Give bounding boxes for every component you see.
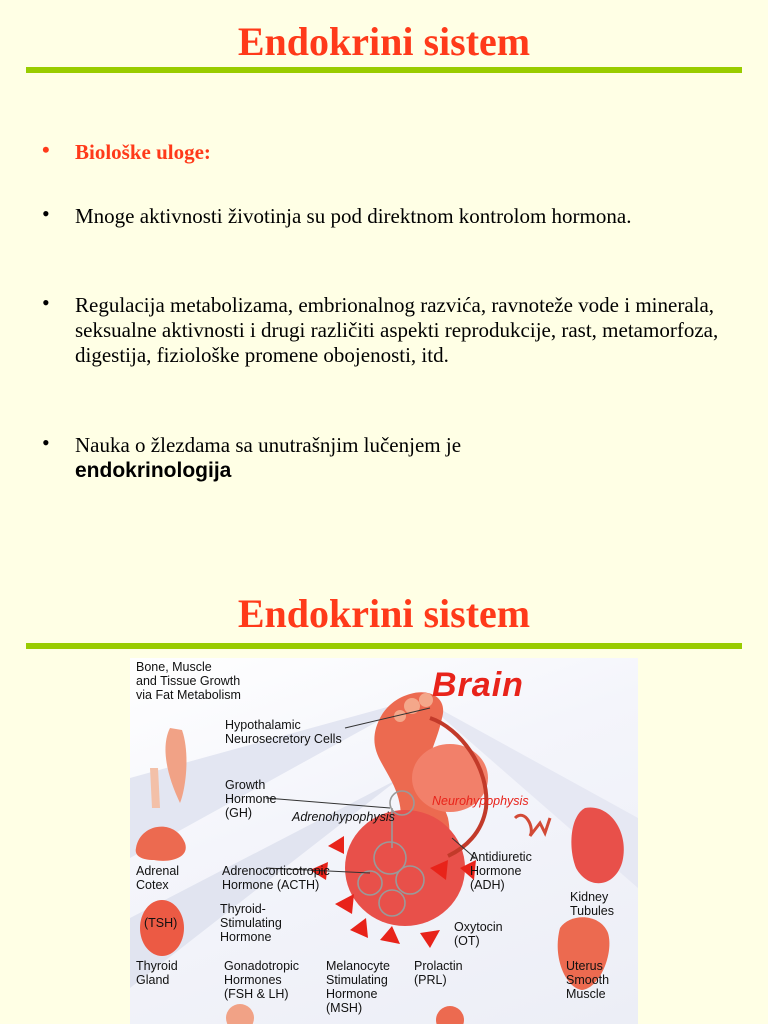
endocrine-diagram — [130, 658, 638, 1024]
label-prolactin: Prolactin (PRL) — [414, 959, 463, 987]
label-acth: Adrenocorticotropic Hormone (ACTH) — [222, 864, 330, 892]
label-adrenal-cortex: Adrenal Cotex — [136, 864, 180, 892]
slide1-title: Endokrini sistem — [237, 19, 531, 64]
bullet-dot: • — [42, 201, 50, 226]
neurosecretory-cell — [404, 698, 420, 714]
bullet-dot: • — [42, 430, 50, 455]
bullet-text: Biološke uloge: — [75, 140, 211, 164]
label-thyroid-gland: Thyroid Gland — [136, 959, 178, 987]
bullet-dot: • — [42, 290, 50, 315]
bullet-biological-roles — [42, 137, 732, 165]
bullet-text: Regulacija metabolizama, embrionalnog razvića, ravnoteže vode i minerala, seksualne aktivnosti i drugi različiti aspekti reprodukcije, rast, metamorfoza, digestija, fiziološke promene obojenosti, itd. — [75, 293, 719, 367]
label-bone-growth: Bone, Muscle and Tissue Growth via Fat Metabolism — [136, 660, 241, 702]
label-gonadotropic: Gonadotropic Hormones (FSH & LH) — [224, 959, 300, 1001]
bullet-text-before: Nauka o žlezdama sa unutrašnjim lučenjem je — [75, 433, 462, 457]
bullet-text: Mnoge aktivnosti životinja su pod direktnom kontrolom hormona. — [75, 204, 632, 228]
bullet-hormone-control — [42, 201, 732, 229]
slide2-title: Endokrini sistem — [237, 591, 531, 636]
label-uterus: Uterus Smooth Muscle — [566, 959, 610, 1001]
neurosecretory-cell — [419, 693, 433, 707]
slide2-divider — [26, 643, 742, 649]
organ-partial — [226, 1004, 254, 1024]
label-hypothalamic: Hypothalamic Neurosecretory Cells — [225, 718, 342, 746]
label-growth-hormone: Growth Hormone (GH) — [225, 778, 277, 820]
label-neurohypophysis: Neurohypophysis — [432, 794, 529, 808]
label-adh: Antidiuretic Hormone (ADH) — [470, 850, 532, 892]
label-msh: Melanocyte Stimulating Hormone (MSH) — [326, 959, 390, 1015]
kidney-tubules — [515, 815, 550, 836]
bullet-text — [75, 433, 732, 483]
organ-partial — [436, 1006, 464, 1024]
bullet-dot: • — [42, 137, 50, 162]
label-kidney-tubules: Kidney Tubules — [570, 890, 615, 918]
label-tsh: Thyroid- Stimulating Hormone — [220, 902, 282, 944]
label-adenohypophysis: Adrenohypophysis — [292, 810, 395, 824]
bullet-text-bold: endokrinologija — [75, 459, 232, 482]
label-oxytocin: Oxytocin (OT) — [454, 920, 503, 948]
bullet-regulation — [42, 290, 732, 368]
diagram-heading: Brain — [432, 666, 524, 704]
bullet-endocrinology — [42, 430, 732, 483]
slide1-divider — [26, 67, 742, 73]
label-tsh-abbr: (TSH) — [144, 916, 178, 930]
